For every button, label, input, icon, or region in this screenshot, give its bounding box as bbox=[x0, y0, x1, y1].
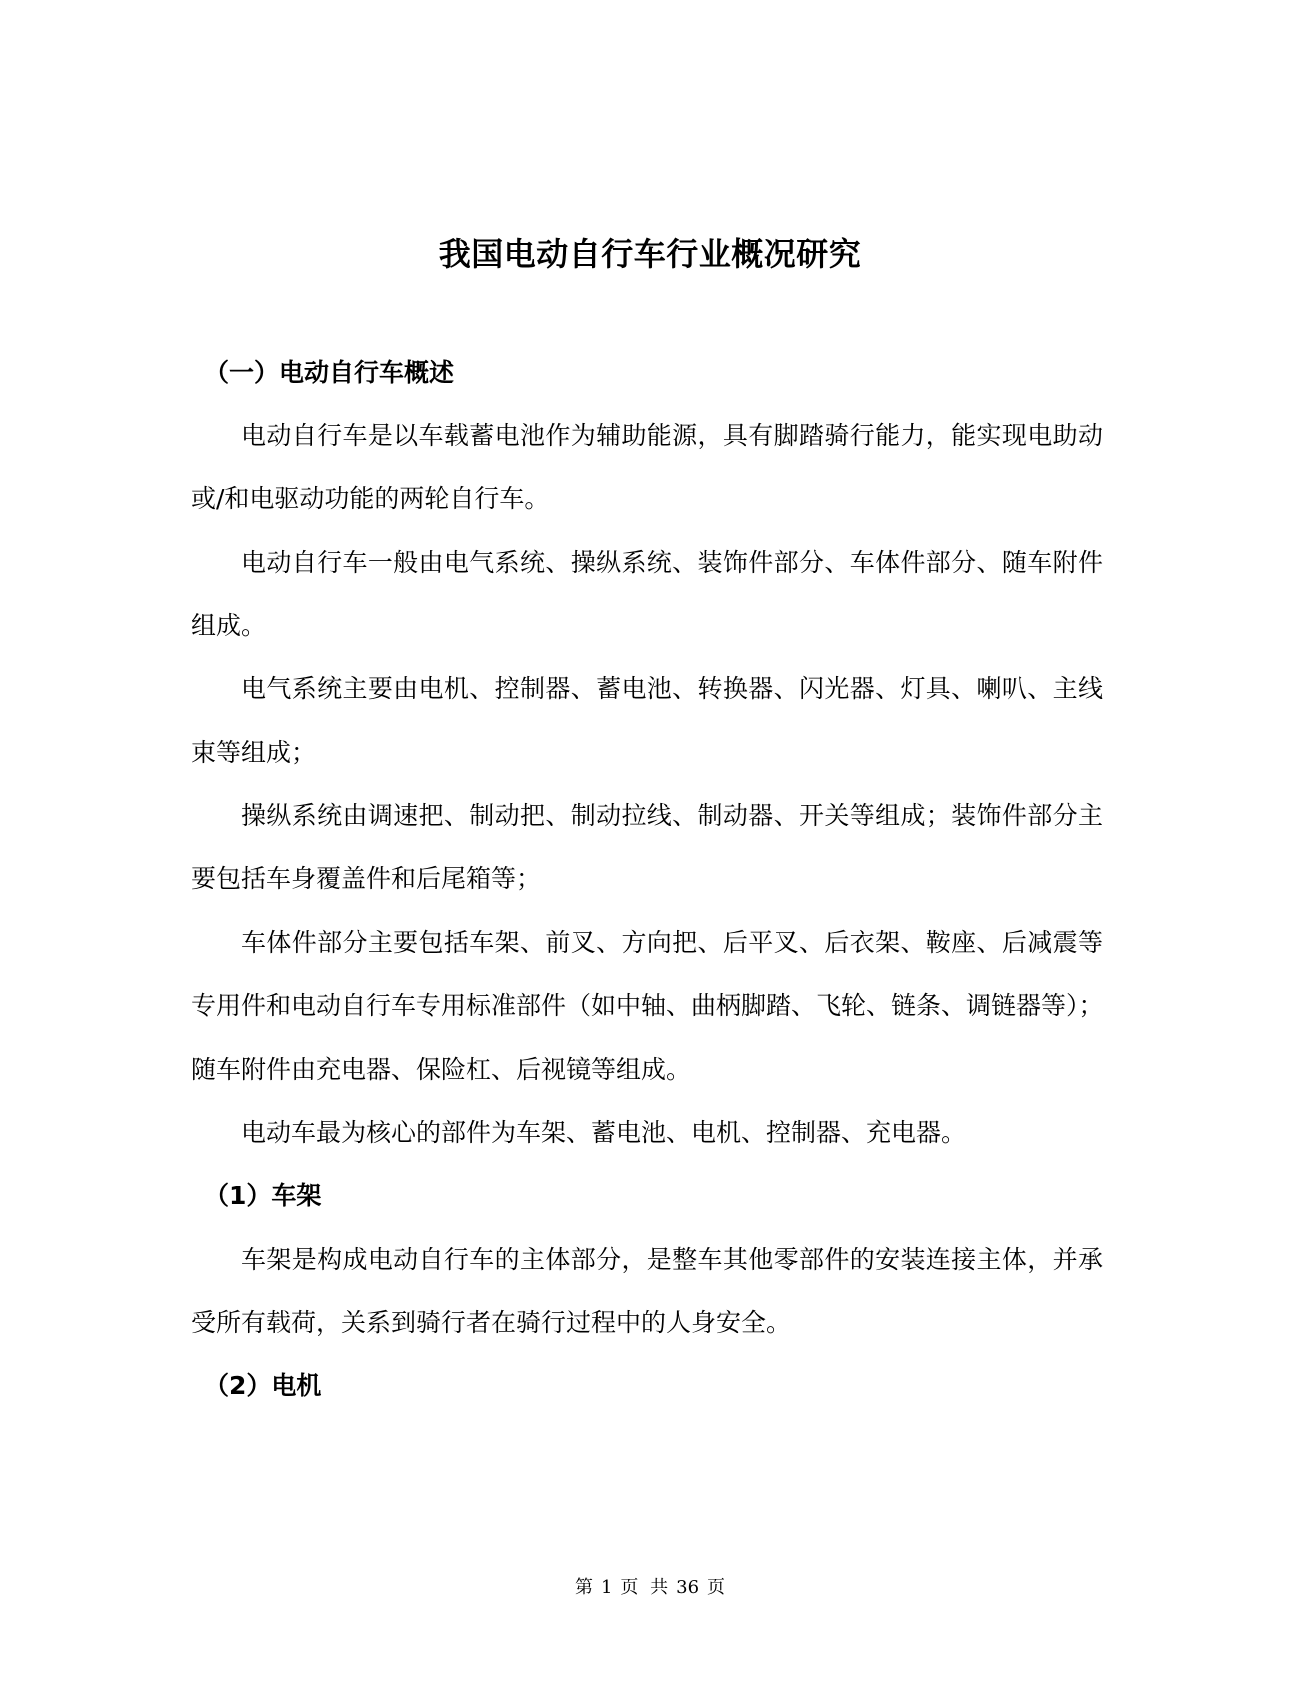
paragraph-body-parts-line-2: 专用件和电动自行车专用标准部件（如中轴、曲柄脚踏、飞轮、链条、调链器等）； bbox=[191, 991, 1104, 1020]
paragraph-definition-line-2: 或/和电驱动功能的两轮自行车。 bbox=[191, 484, 550, 513]
footer-prefix: 第 bbox=[574, 1577, 593, 1598]
footer-page-number: 1 bbox=[600, 1577, 613, 1598]
paragraph-composition-line-2: 组成。 bbox=[191, 611, 267, 640]
footer-suffix: 页 bbox=[707, 1577, 726, 1598]
paragraph-control-line-2: 要包括车身覆盖件和后尾箱等； bbox=[191, 864, 542, 893]
paragraph-control-line-1: 操纵系统由调速把、制动把、制动拉线、制动器、开关等组成；装饰件部分主 bbox=[241, 801, 1103, 830]
paragraph-frame-line-2: 受所有载荷，关系到骑行者在骑行过程中的人身安全。 bbox=[191, 1308, 792, 1337]
page-footer bbox=[0, 1575, 1300, 1601]
paragraph-core-parts-line-1: 电动车最为核心的部件为车架、蓄电池、电机、控制器、充电器。 bbox=[241, 1118, 967, 1147]
paragraph-electrical-line-1: 电气系统主要由电机、控制器、蓄电池、转换器、闪光器、灯具、喇叭、主线 bbox=[241, 674, 1103, 703]
paragraph-composition-line-1: 电动自行车一般由电气系统、操纵系统、装饰件部分、车体件部分、随车附件 bbox=[241, 548, 1103, 577]
subsection-heading-motor: （2）电机 bbox=[204, 1371, 322, 1400]
section-heading-overview: （一）电动自行车概述 bbox=[204, 358, 455, 387]
paragraph-electrical-line-2: 束等组成； bbox=[191, 738, 317, 767]
paragraph-frame-line-1: 车架是构成电动自行车的主体部分，是整车其他零部件的安装连接主体，并承 bbox=[241, 1245, 1103, 1274]
footer-mid: 页 共 bbox=[620, 1577, 669, 1598]
paragraph-definition-line-1: 电动自行车是以车载蓄电池作为辅助能源，具有脚踏骑行能力，能实现电助动 bbox=[241, 421, 1103, 450]
paragraph-body-parts-line-1: 车体件部分主要包括车架、前叉、方向把、后平叉、后衣架、鞍座、后减震等 bbox=[241, 928, 1103, 957]
document-title: 我国电动自行车行业概况研究 bbox=[438, 235, 862, 273]
subsection-heading-frame: （1）车架 bbox=[204, 1181, 322, 1210]
footer-total-pages: 36 bbox=[676, 1577, 700, 1598]
paragraph-body-parts-line-3: 随车附件由充电器、保险杠、后视镜等组成。 bbox=[191, 1055, 692, 1084]
